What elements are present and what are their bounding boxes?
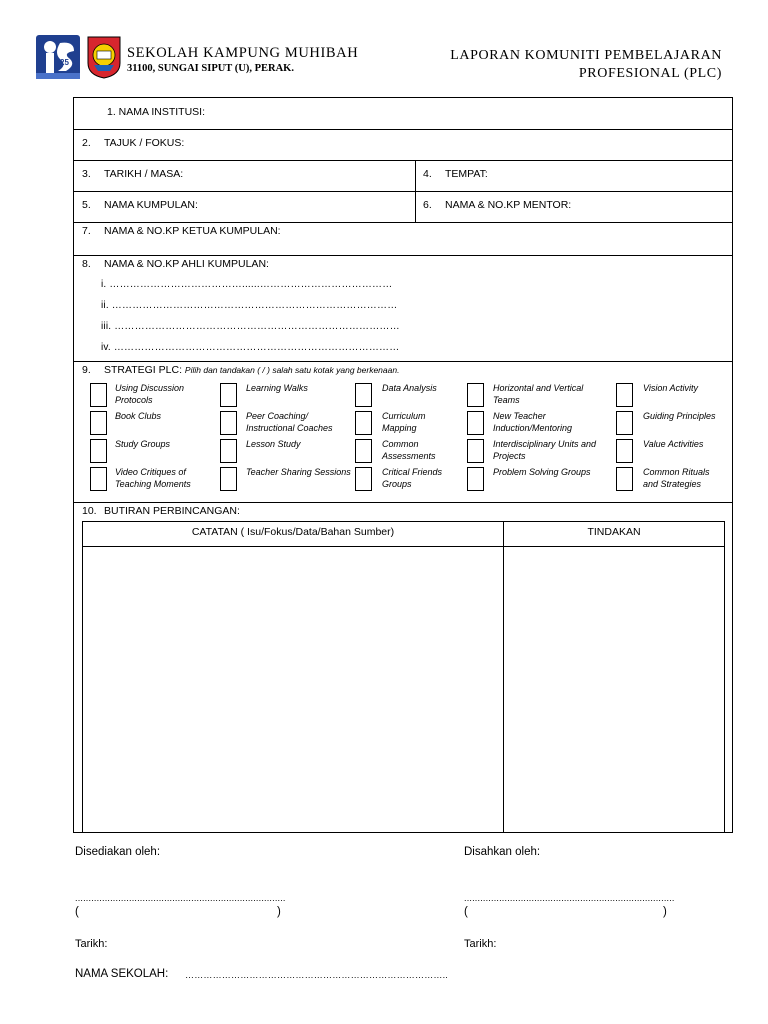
report-title-line2: PROFESIONAL (PLC) <box>578 66 722 81</box>
field-number: 8. <box>82 258 91 270</box>
field-label: NAMA & NO.KP MENTOR: <box>445 199 572 211</box>
strategy-checkbox[interactable] <box>355 467 372 491</box>
table-header-divider <box>83 546 724 547</box>
strategy-checkbox[interactable] <box>220 439 237 463</box>
column-divider <box>415 160 416 222</box>
report-title-line1: LAPORAN KOMUNITI PEMBELAJARAN <box>450 48 722 63</box>
plc-report-form <box>73 97 733 833</box>
strategy-option-label: Lesson Study <box>246 439 301 449</box>
strategy-option-label: Critical Friends Groups <box>382 467 443 489</box>
strategy-checkbox[interactable] <box>467 439 484 463</box>
field-butiran-perbincangan <box>82 505 240 517</box>
school-name-line: ………………………………………………………………………….. <box>185 970 449 980</box>
field-number: 2. <box>82 137 91 149</box>
strategy-checkbox[interactable] <box>467 383 484 407</box>
strategy-option-label: Problem Solving Groups <box>493 467 591 477</box>
field-number: 4. <box>423 168 432 180</box>
strategy-checkbox[interactable] <box>220 383 237 407</box>
logo-number: 25 <box>60 58 69 67</box>
strategy-option-label: Common Rituals and Strategies <box>643 467 710 489</box>
strategy-checkbox[interactable] <box>355 411 372 435</box>
table-column-divider <box>503 522 504 832</box>
field-label: STRATEGI PLC: <box>104 364 182 376</box>
strategy-checkbox[interactable] <box>616 439 633 463</box>
strategy-option-label: Interdisciplinary Units and Projects <box>493 439 597 461</box>
prepared-signature-line: .............................................................................. <box>75 893 286 903</box>
field-number: 5. <box>82 199 91 211</box>
divider <box>74 502 732 503</box>
divider <box>74 361 732 362</box>
field-ketua-kumpulan <box>82 225 281 237</box>
divider <box>74 222 732 223</box>
strategy-checkbox[interactable] <box>90 383 107 407</box>
field-label: NAMA & NO.KP KETUA KUMPULAN: <box>104 225 281 237</box>
strategy-checkbox[interactable] <box>355 439 372 463</box>
strategy-option-label: Value Activities <box>643 439 704 449</box>
school-crest-logo <box>86 35 122 79</box>
field-label: TAJUK / FOKUS: <box>104 137 185 149</box>
strategy-checkbox[interactable] <box>220 411 237 435</box>
prepared-name-open: ( <box>75 906 79 918</box>
field-nama-institusi: 1. NAMA INSTITUSI: <box>107 106 206 118</box>
strategy-hint: Pilih dan tandakan ( / ) salah satu kotak yang berkenaan. <box>184 365 400 375</box>
member-line-4: iv. ………………………………………………………………………… <box>101 342 400 353</box>
strategy-option-label: Video Critiques of Teaching Moments <box>115 467 191 489</box>
member-line-3: iii. ………………………………………………………………………… <box>101 321 400 332</box>
divider <box>74 255 732 256</box>
member-line-2: ii. ………………………………………………………………………… <box>101 300 398 311</box>
field-tarikh-masa <box>82 168 183 180</box>
field-number: 9. <box>82 364 91 376</box>
approved-date-label: Tarikh: <box>464 938 497 950</box>
approved-signature-line: .............................................................................. <box>464 893 675 903</box>
strategy-option-label: Learning Walks <box>246 383 308 393</box>
school-name-label: NAMA SEKOLAH: <box>75 968 169 980</box>
strategy-option-label: Data Analysis <box>382 383 437 393</box>
strategy-checkbox[interactable] <box>220 467 237 491</box>
field-ahli-kumpulan <box>82 258 269 270</box>
field-tajuk-fokus <box>82 137 184 149</box>
divider <box>74 129 732 130</box>
strategy-checkbox[interactable] <box>467 467 484 491</box>
approved-name-open: ( <box>464 906 468 918</box>
table-header-tindakan: TINDAKAN <box>587 526 641 538</box>
strategy-option-label: Teacher Sharing Sessions <box>246 467 351 477</box>
field-number: 6. <box>423 199 432 211</box>
table-header-catatan: CATATAN ( Isu/Fokus/Data/Bahan Sumber) <box>191 526 395 538</box>
divider <box>74 160 732 161</box>
strategy-checkbox[interactable] <box>355 383 372 407</box>
strategy-checkbox[interactable] <box>90 467 107 491</box>
strategy-checkbox[interactable] <box>616 383 633 407</box>
member-line-1: i. …………………………………......………………………………… <box>101 279 393 290</box>
strategy-option-label: New Teacher Induction/Mentoring <box>493 411 573 433</box>
prepared-by-label: Disediakan oleh: <box>75 846 161 858</box>
prepared-name-close: ) <box>277 906 281 918</box>
strategy-checkbox[interactable] <box>90 411 107 435</box>
field-number: 7. <box>82 225 91 237</box>
strategy-option-label: Horizontal and Vertical Teams <box>493 383 584 405</box>
strategy-option-label: Book Clubs <box>115 411 162 421</box>
strategy-option-label: Study Groups <box>115 439 171 449</box>
strategy-option-label: Guiding Principles <box>643 411 716 421</box>
divider <box>74 191 732 192</box>
approved-by-label: Disahkan oleh: <box>464 846 541 858</box>
school-address: 31100, SUNGAI SIPUT (U), PERAK. <box>127 63 294 74</box>
field-nama-kumpulan <box>82 199 198 211</box>
school-name: SEKOLAH KAMPUNG MUHIBAH <box>127 45 359 61</box>
strategy-checkbox[interactable] <box>616 467 633 491</box>
strategy-option-label: Peer Coaching/ Instructional Coaches <box>246 411 333 433</box>
field-number: 10. <box>82 505 97 517</box>
field-label: NAMA KUMPULAN: <box>104 199 198 211</box>
field-mentor <box>423 199 571 211</box>
strategy-option-label: Using Discussion Protocols <box>115 383 185 405</box>
discussion-table <box>82 521 725 833</box>
strategy-option-label: Curriculum Mapping <box>382 411 426 433</box>
field-strategi-plc <box>82 364 399 376</box>
strategy-checkbox[interactable] <box>616 411 633 435</box>
field-tempat <box>423 168 488 180</box>
report-title <box>450 47 722 83</box>
catatan-cell[interactable] <box>84 548 502 830</box>
field-label: TARIKH / MASA: <box>104 168 184 180</box>
strategy-option-label: Common Assessments <box>382 439 436 461</box>
field-label: NAMA & NO.KP AHLI KUMPULAN: <box>104 258 269 270</box>
strategy-checkbox[interactable] <box>467 411 484 435</box>
field-label: TEMPAT: <box>445 168 488 180</box>
ministry-logo <box>36 35 80 79</box>
tindakan-cell[interactable] <box>505 548 723 830</box>
strategy-checkbox[interactable] <box>90 439 107 463</box>
field-number: 3. <box>82 168 91 180</box>
strategy-option-label: Vision Activity <box>643 383 699 393</box>
field-label: BUTIRAN PERBINCANGAN: <box>104 505 240 517</box>
prepared-date-label: Tarikh: <box>75 938 108 950</box>
approved-name-close: ) <box>663 906 667 918</box>
